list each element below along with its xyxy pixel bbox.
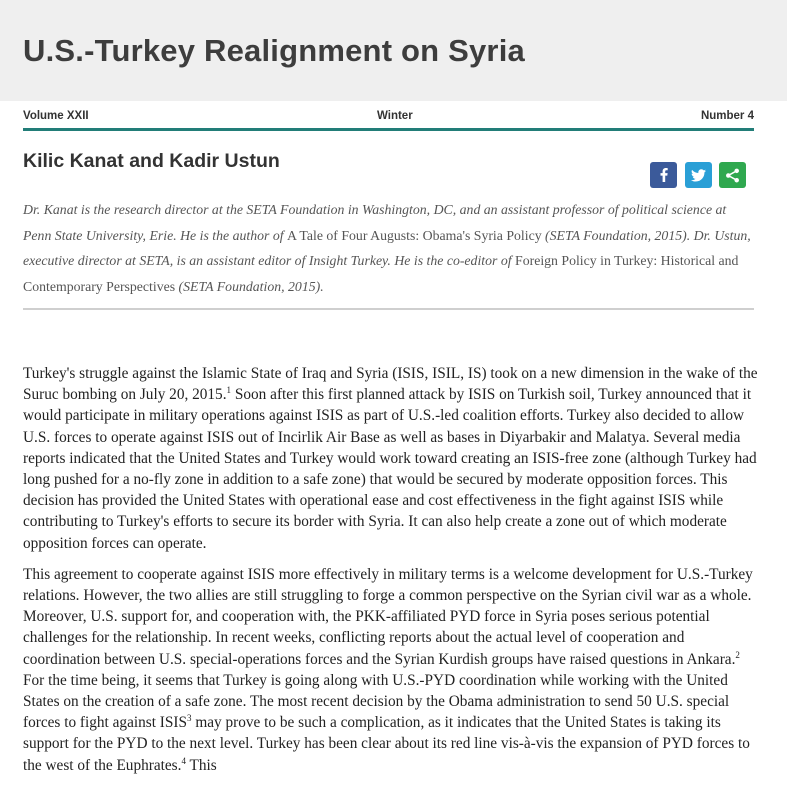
share-button[interactable] bbox=[719, 162, 746, 188]
article-authors: Kilic Kanat and Kadir Ustun bbox=[23, 150, 280, 172]
bio-text-1: Dr. Kanat is the research director at the SETA Foundation in Washington, DC, and an assistant professor of political science at Penn State University, Erie. He is the author of bbox=[23, 202, 727, 243]
bio-text-2: (SETA Foundation, 2015). Dr. Ustun, executive director at SETA, is an assistant editor of Insight Turkey. He is the co-editor of bbox=[23, 227, 751, 268]
bio-book-title-1: A Tale of Four Augusts: Obama's Syria Policy bbox=[287, 227, 542, 243]
issue-volume: Volume XXII bbox=[23, 110, 89, 122]
footnote-ref-4[interactable]: 4 bbox=[181, 755, 186, 766]
author-bio bbox=[23, 197, 758, 299]
title-banner bbox=[0, 0, 787, 101]
footnote-ref-3[interactable]: 3 bbox=[187, 713, 192, 724]
paragraph-text: Turkey's struggle against the Islamic State of Iraq and Syria (ISIS, ISIL, IS) took on a new dimension in the wake of the Suruc bombing on July 20, 2015. bbox=[23, 365, 758, 404]
article-body bbox=[23, 363, 758, 786]
paragraph-text: may prove to be such a complication, as it indicates that the United States is taking its support for the PYD to the next level. Turkey has been clear about its red line vis-à-vis the expansion of PYD forces to the west of the Euphrates. bbox=[23, 714, 750, 774]
body-paragraph bbox=[23, 363, 758, 554]
issue-season: Winter bbox=[377, 110, 413, 122]
twitter-share-button[interactable] bbox=[685, 162, 712, 188]
paragraph-text: Soon after this first planned attack by ISIS on Turkish soil, Turkey announced that it would participate in military operations against ISIS as part of U.S.-led coalition efforts. Turkey also decided to allow U.S. forces to operate against ISIS out of Incirlik Air Base as well as bases in Diyarbakir and Malatya. Several media reports indicated that the United States and Turkey would work toward creating an ISIS-free zone (although Turkey had long pushed for a no-fly zone in addition to a safe zone) that would be secured by moderate opposition forces. This decision has provided the United States with operational ease and cost effectiveness in the fight against ISIS while contributing to Turkey's efforts to secure its border with Syria. It can also help create a zone out of which moderate opposition forces can operate. bbox=[23, 386, 757, 552]
paragraph-text: This bbox=[185, 756, 217, 774]
share-icon bbox=[725, 168, 740, 183]
footnote-ref-1[interactable]: 1 bbox=[226, 385, 232, 396]
footnote-ref-2[interactable]: 2 bbox=[735, 649, 740, 660]
facebook-icon bbox=[657, 168, 671, 182]
twitter-icon bbox=[691, 169, 706, 182]
bio-text-3: (SETA Foundation, 2015). bbox=[175, 278, 324, 294]
paragraph-text: For the time being, it seems that Turkey is going along with U.S.-PYD coordination while working with the United States on the creation of a safe zone. The most recent decision by the Obama administration to send 50 U.S. special forces to fight against ISIS bbox=[23, 671, 730, 732]
paragraph-text: This agreement to cooperate against ISIS more effectively in military terms is a welcome development for U.S.-Turkey relations. However, the two allies are still struggling to forge a common perspective on the Syrian civil war as a whole. Moreover, U.S. support for, and cooperation with, the PKK-affiliated PYD force in Syria poses serious potential challenges for the relationship. In recent weeks, conflicting reports about the actual level of cooperation and coordination between U.S. special-operations forces and the Syrian Kurdish groups have raised questions in Ankara. bbox=[23, 565, 753, 668]
section-divider bbox=[23, 308, 754, 310]
issue-info-bar bbox=[23, 110, 754, 131]
body-paragraph bbox=[23, 564, 758, 776]
article-title: U.S.-Turkey Realignment on Syria bbox=[23, 33, 525, 68]
issue-number: Number 4 bbox=[700, 110, 754, 122]
facebook-share-button[interactable] bbox=[650, 162, 677, 188]
bio-book-title-2: Foreign Policy in Turkey: Historical and Contemporary Perspectives bbox=[23, 253, 739, 294]
